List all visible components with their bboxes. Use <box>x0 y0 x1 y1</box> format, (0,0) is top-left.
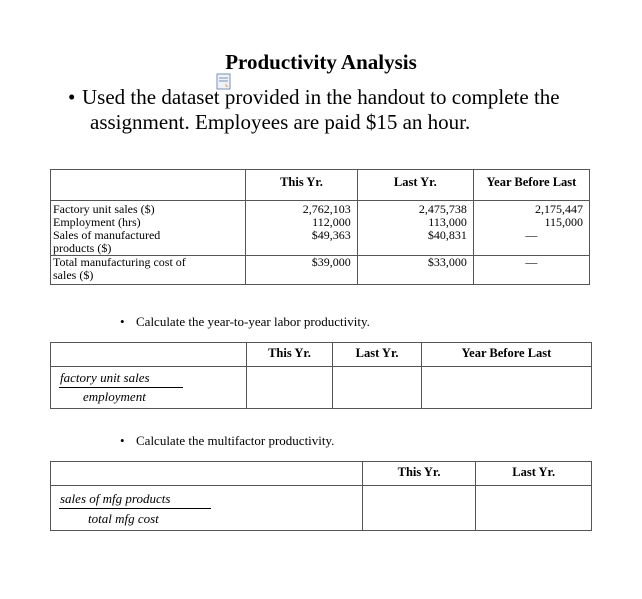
table-header-cell: Last Yr. <box>476 462 592 486</box>
table-header-cell: This Yr. <box>362 462 476 486</box>
table-cell: 2,762,103 112,000 $49,363 <box>246 201 357 256</box>
answer-cell[interactable] <box>421 367 591 409</box>
formula-numerator: sales of mfg products <box>60 491 171 506</box>
table-cell: — <box>473 256 589 285</box>
fraction-bar <box>59 508 211 509</box>
table-row <box>51 486 592 531</box>
answer-cell[interactable] <box>333 367 422 409</box>
table-cell: $39,000 <box>246 256 357 285</box>
table-cell: 2,475,738 113,000 $40,831 <box>357 201 473 256</box>
table-header-cell <box>51 343 247 367</box>
answer-cell[interactable] <box>246 367 333 409</box>
fraction-bar <box>59 387 183 388</box>
formula-numerator: factory unit sales <box>60 370 150 385</box>
formula-denominator: total mfg cost <box>88 511 159 526</box>
answer-cell[interactable] <box>476 486 592 531</box>
bullet: • <box>68 85 76 109</box>
dataset-table <box>50 169 590 285</box>
intro-line-2: assignment. Employees are paid $15 an hour. <box>90 110 471 134</box>
multifactor-productivity-table <box>50 461 592 531</box>
formula-denominator: employment <box>83 389 146 404</box>
table-row <box>51 256 590 285</box>
table-header-cell: This Yr. <box>246 170 357 201</box>
labor-productivity-table <box>50 342 592 409</box>
table-header-cell: Year Before Last <box>421 343 591 367</box>
formula-cell <box>51 367 247 409</box>
table-cell: 2,175,447 115,000 — <box>473 201 589 256</box>
table-row <box>51 201 590 256</box>
answer-cell[interactable] <box>362 486 476 531</box>
formula-cell <box>51 486 363 531</box>
table-header-cell: Last Yr. <box>357 170 473 201</box>
table-header-cell: This Yr. <box>246 343 333 367</box>
table-header-cell: Year Before Last <box>473 170 589 201</box>
table-header-cell: Last Yr. <box>333 343 422 367</box>
row-label: Total manufacturing cost of sales ($) <box>51 256 246 285</box>
row-label: Factory unit sales ($) Employment (hrs) Sales of manufactured products ($) <box>51 201 246 256</box>
table-cell: $33,000 <box>357 256 473 285</box>
table-header-cell <box>51 462 363 486</box>
intro-line-1: Used the dataset provided in the handout to complete the <box>82 85 560 109</box>
page-title: Productivity Analysis <box>225 50 417 74</box>
table-header-cell <box>51 170 246 201</box>
table-row <box>51 367 592 409</box>
